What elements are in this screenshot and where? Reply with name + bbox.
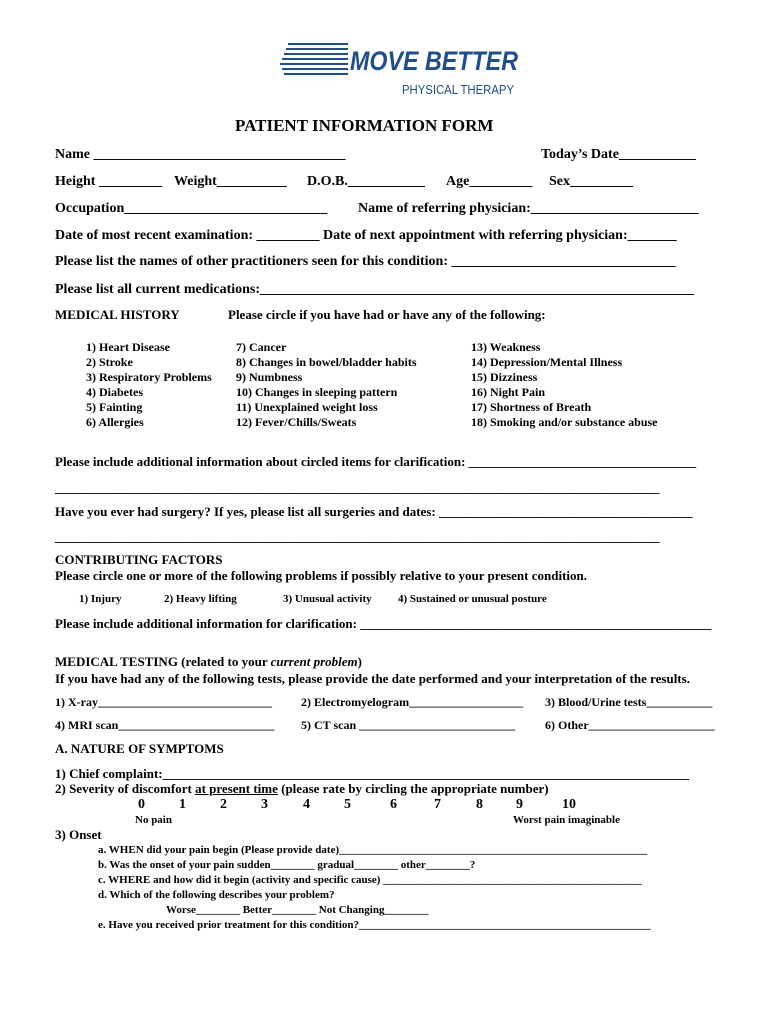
circled-items-clarification-field[interactable]: Please include additional information about circled items for clarification: ___________________________________ <box>55 454 697 469</box>
medical-testing-heading-close: ) <box>357 654 362 669</box>
sex-field[interactable]: Sex_________ <box>549 174 633 189</box>
xray-field[interactable]: 1) X-ray_____________________________ <box>55 695 272 709</box>
no-pain-label: No pain <box>135 814 172 826</box>
logo-title: MOVE BETTER <box>350 46 519 76</box>
ct-scan-field[interactable]: 5) CT scan __________________________ <box>301 718 516 732</box>
pain-scale-6[interactable]: 6 <box>390 797 397 812</box>
condition-item[interactable]: 7) Cancer <box>236 340 287 354</box>
onset-when-field[interactable]: a. WHEN did your pain begin (Please provide date)________________________________________________________ <box>98 844 648 856</box>
todays-date-field[interactable]: Today’s Date___________ <box>541 147 696 162</box>
condition-item[interactable]: 9) Numbness <box>236 370 303 384</box>
severity-text: 2) Severity of discomfort <box>55 781 196 796</box>
logo-subtitle: PHYSICAL THERAPY <box>402 82 515 97</box>
pain-scale-2[interactable]: 2 <box>220 797 227 812</box>
blank-line[interactable]: _____________________________________________________________________________________________ <box>55 480 660 495</box>
condition-item[interactable]: 6) Allergies <box>86 415 144 429</box>
blood-urine-field[interactable]: 3) Blood/Urine tests___________ <box>545 695 713 709</box>
condition-item[interactable]: 1) Heart Disease <box>86 340 170 354</box>
condition-item[interactable]: 13) Weakness <box>471 340 541 354</box>
medications-field[interactable]: Please list all current medications:______________________________________________________________ <box>55 282 695 297</box>
condition-item[interactable]: 14) Depression/Mental Illness <box>471 355 623 369</box>
prior-treatment-field[interactable]: e. Have you received prior treatment for this condition?_____________________________________________________ <box>98 919 651 931</box>
pain-scale-7[interactable]: 7 <box>434 797 441 812</box>
factor-item-posture[interactable]: 4) Sustained or unusual posture <box>398 593 547 605</box>
medical-history-col3 <box>471 340 658 430</box>
condition-item[interactable]: 3) Respiratory Problems <box>86 370 212 384</box>
age-field[interactable]: Age_________ <box>446 174 533 189</box>
medical-history-instruction: Please circle if you have had or have any of the following: <box>228 307 546 322</box>
pain-scale-5[interactable]: 5 <box>344 797 351 812</box>
medical-history-col2 <box>236 340 417 430</box>
dob-field[interactable]: D.O.B.___________ <box>307 174 425 189</box>
medical-testing-heading-text: MEDICAL TESTING (related to your <box>55 654 271 669</box>
severity-instruction <box>55 781 549 797</box>
condition-item[interactable]: 16) Night Pain <box>471 385 546 399</box>
worst-pain-label: Worst pain imaginable <box>513 814 620 826</box>
factor-item-heavy-lifting[interactable]: 2) Heavy lifting <box>164 593 237 605</box>
medical-history-col1 <box>86 340 212 430</box>
pain-scale-9[interactable]: 9 <box>516 797 523 812</box>
surgery-field[interactable]: Have you ever had surgery? If yes, please list all surgeries and dates: _______________________________________ <box>55 504 693 519</box>
pain-scale-4[interactable]: 4 <box>303 797 310 812</box>
electromyelogram-field[interactable]: 2) Electromyelogram___________________ <box>301 695 524 709</box>
blank-line[interactable]: _____________________________________________________________________________________________ <box>55 529 660 544</box>
condition-item[interactable]: 11) Unexplained weight loss <box>236 400 378 414</box>
examination-dates-field[interactable]: Date of most recent examination: _________ Date of next appointment with referring physician:_______ <box>55 228 677 243</box>
condition-item[interactable]: 12) Fever/Chills/Sweats <box>236 415 357 429</box>
condition-item[interactable]: 5) Fainting <box>86 400 143 414</box>
condition-item[interactable]: 2) Stroke <box>86 355 133 369</box>
medical-testing-heading-emphasis: current problem <box>270 654 358 669</box>
condition-item[interactable]: 18) Smoking and/or substance abuse <box>471 415 658 429</box>
factor-item-unusual-activity[interactable]: 3) Unusual activity <box>283 593 372 605</box>
condition-item[interactable]: 15) Dizziness <box>471 370 538 384</box>
occupation-field[interactable]: Occupation_____________________________ <box>55 201 328 216</box>
pain-scale-10[interactable]: 10 <box>562 797 576 812</box>
pain-scale-1[interactable]: 1 <box>179 797 186 812</box>
form-title: PATIENT INFORMATION FORM <box>235 116 494 135</box>
onset-describe-question: d. Which of the following describes your problem? <box>98 889 335 901</box>
severity-text-end: (please rate by circling the appropriate number) <box>277 781 549 796</box>
onset-where-field[interactable]: c. WHERE and how did it begin (activity and specific cause) _______________________________________________ <box>98 874 642 886</box>
chief-complaint-field[interactable]: 1) Chief complaint:_________________________________________________________________________________ <box>55 766 690 781</box>
practitioners-field[interactable]: Please list the names of other practitioners seen for this condition: ________________________________ <box>55 254 676 269</box>
contributing-factors-instruction: Please circle one or more of the following problems if possibly relative to your present condition. <box>55 568 587 583</box>
condition-item[interactable]: 17) Shortness of Breath <box>471 400 592 414</box>
pain-scale-8[interactable]: 8 <box>476 797 483 812</box>
other-test-field[interactable]: 6) Other_____________________ <box>545 718 715 732</box>
onset-heading: 3) Onset <box>55 827 102 842</box>
condition-item[interactable]: 8) Changes in bowel/bladder habits <box>236 355 417 369</box>
pain-scale-0[interactable]: 0 <box>138 797 145 812</box>
onset-type-field[interactable]: b. Was the onset of your pain sudden________ gradual________ other________? <box>98 859 476 871</box>
mri-scan-field[interactable]: 4) MRI scan__________________________ <box>55 718 275 732</box>
severity-emphasis: at present time <box>195 781 278 796</box>
medical-testing-heading <box>55 654 362 670</box>
nature-of-symptoms-heading: A. NATURE OF SYMPTOMS <box>55 741 224 756</box>
condition-item[interactable]: 10) Changes in sleeping pattern <box>236 385 398 399</box>
contributing-clarification-field[interactable]: Please include additional information for clarification: ______________________________________________________ <box>55 616 712 631</box>
onset-describe-options[interactable]: Worse________ Better________ Not Changing________ <box>166 904 429 916</box>
contributing-factors-heading: CONTRIBUTING FACTORS <box>55 552 223 567</box>
medical-testing-instruction: If you have had any of the following tests, please provide the date performed and your interpretation of the results. <box>55 671 690 686</box>
weight-field[interactable]: Weight__________ <box>174 174 287 189</box>
medical-history-heading: MEDICAL HISTORY <box>55 307 180 322</box>
referring-physician-field[interactable]: Name of referring physician:________________________ <box>358 201 699 216</box>
move-better-logo <box>278 40 528 102</box>
height-field[interactable]: Height _________ <box>55 174 162 189</box>
name-field[interactable]: Name ____________________________________ <box>55 147 346 162</box>
factor-item-injury[interactable]: 1) Injury <box>79 593 122 605</box>
condition-item[interactable]: 4) Diabetes <box>86 385 143 399</box>
pain-scale-3[interactable]: 3 <box>261 797 268 812</box>
